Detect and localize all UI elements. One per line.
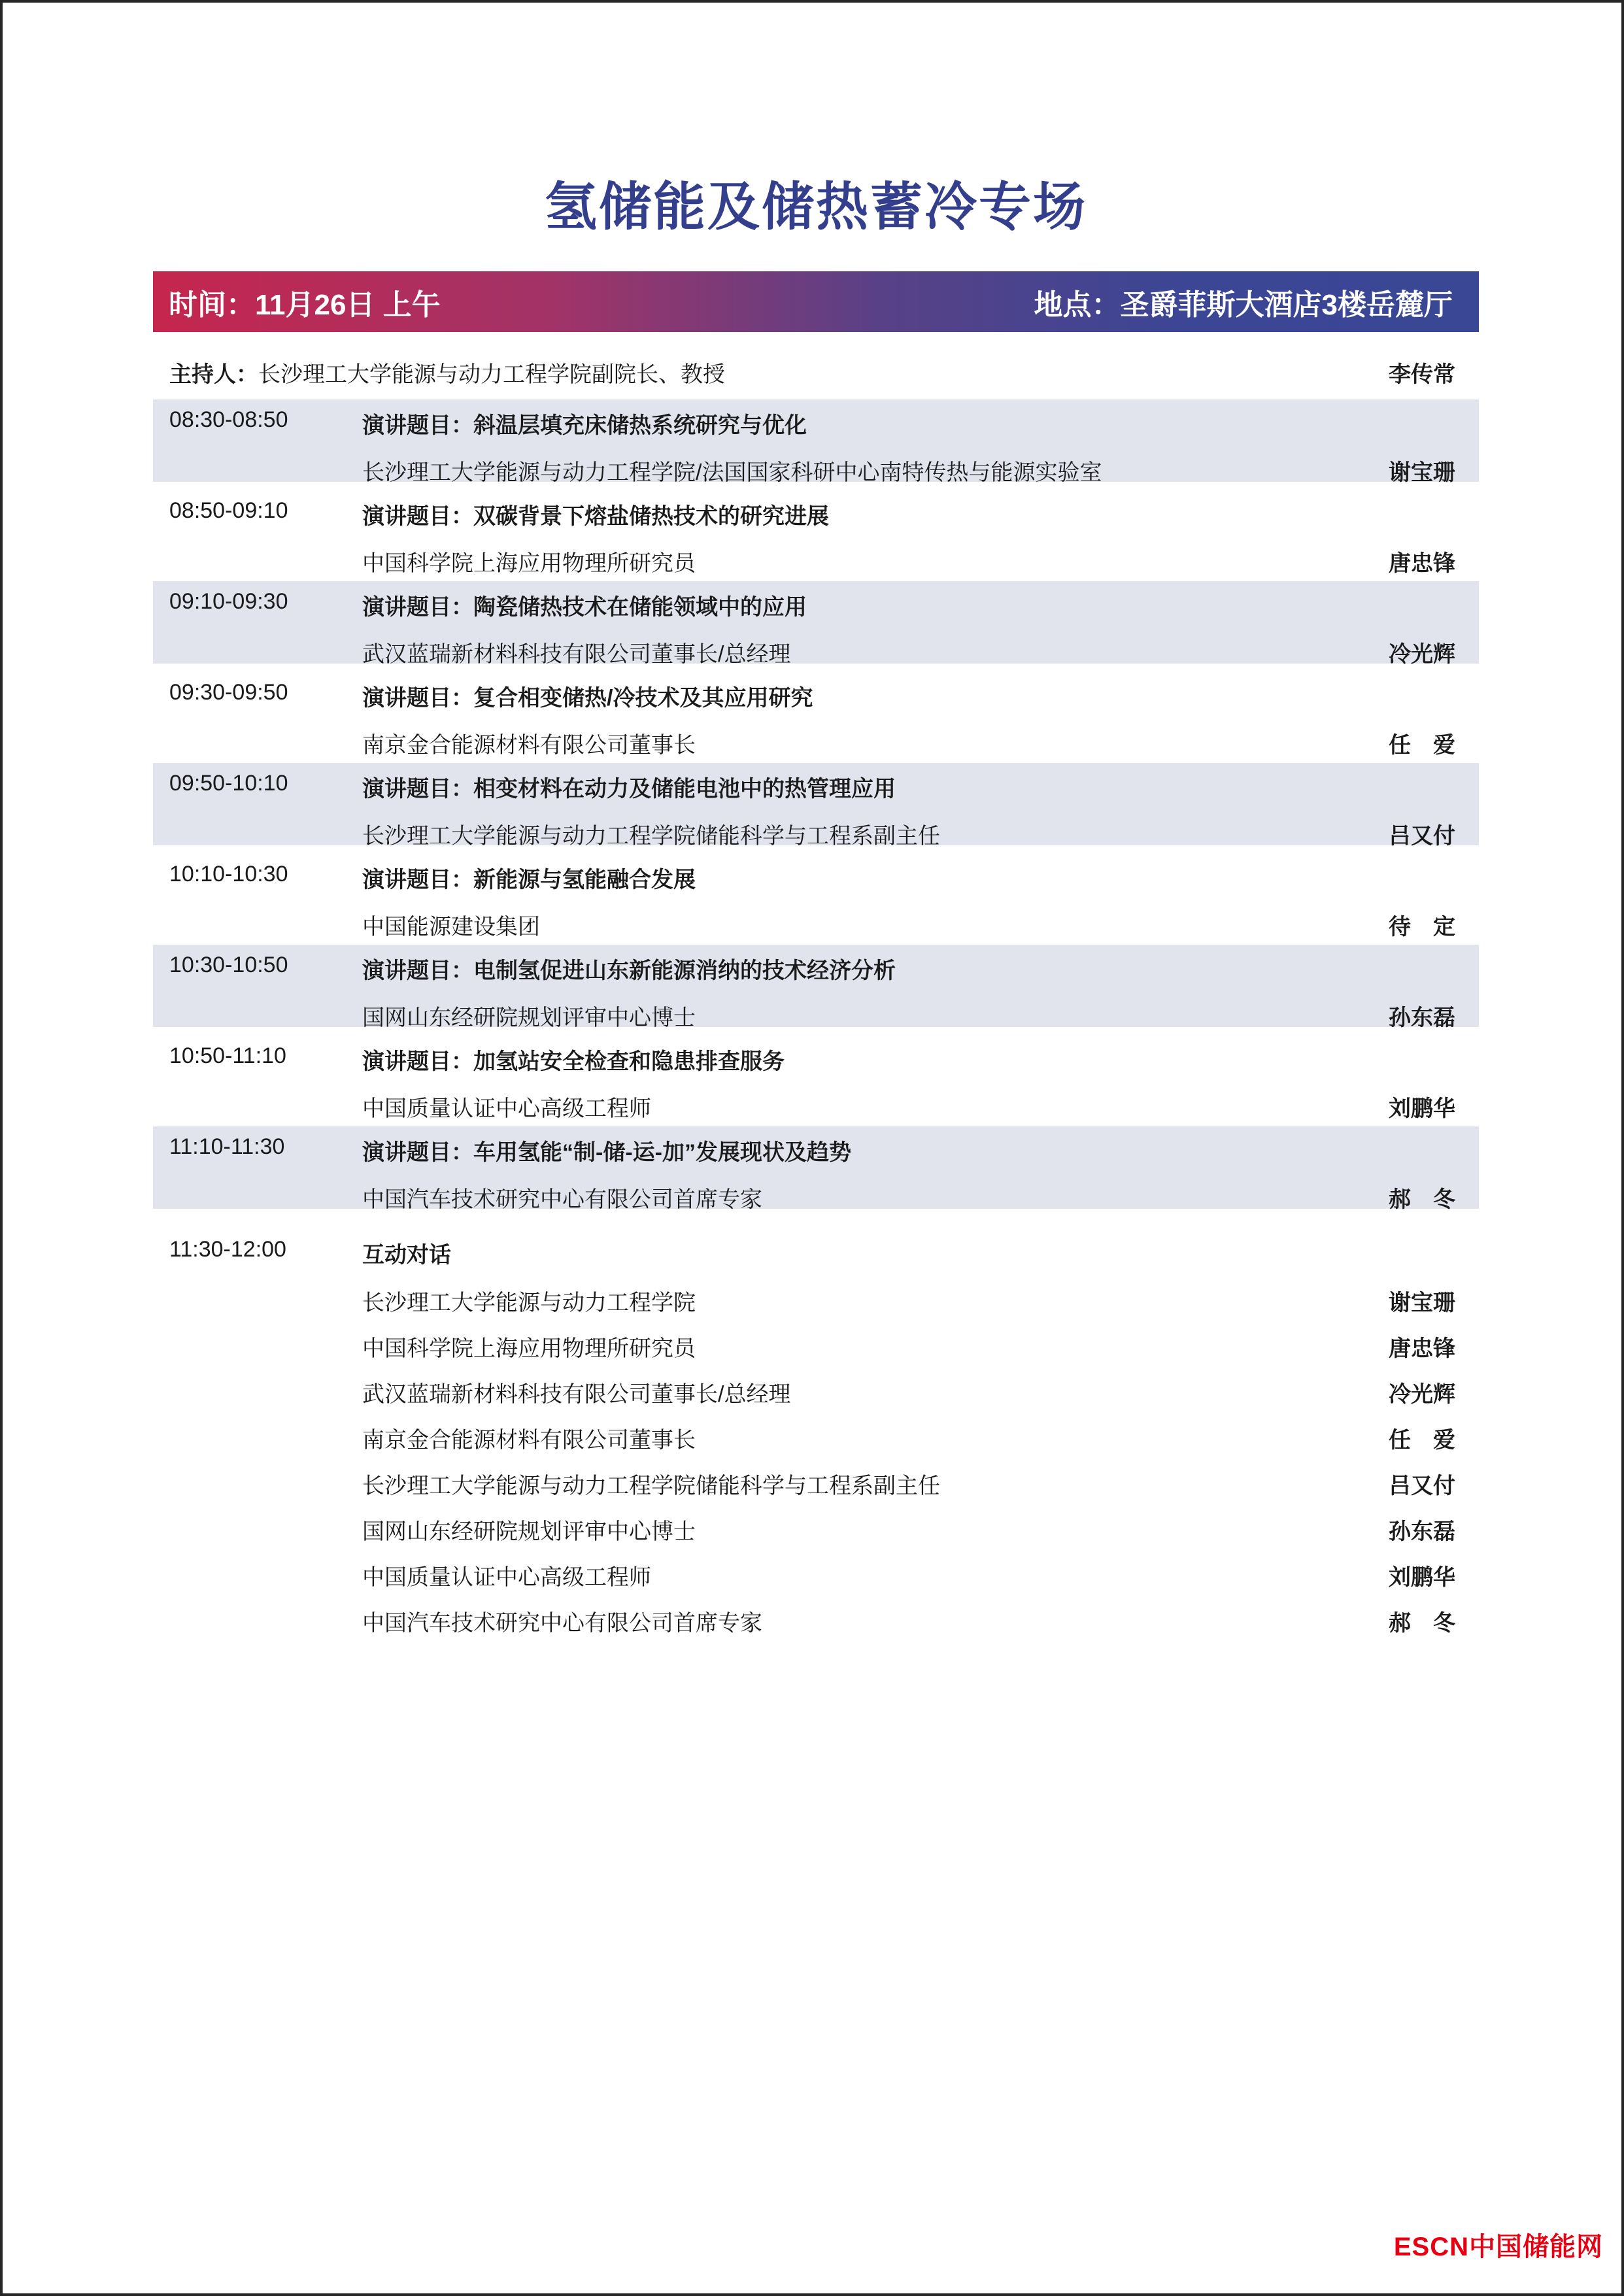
session-row bbox=[153, 1036, 1479, 1121]
moderator-prefix: 主持人： bbox=[169, 362, 258, 387]
session-affiliation-line bbox=[362, 636, 1455, 668]
topic-text: 双碳背景下熔盐储热技术的研究进展 bbox=[473, 504, 829, 529]
session-row bbox=[153, 854, 1479, 939]
session-speaker: 任 爱 bbox=[1389, 733, 1455, 758]
session-speaker: 冷光辉 bbox=[1389, 642, 1455, 667]
session-row bbox=[153, 1126, 1479, 1212]
session-time: 08:30-08:50 bbox=[169, 407, 288, 432]
session-speaker: 吕又付 bbox=[1389, 824, 1455, 849]
participant-affiliation: 长沙理工大学能源与动力工程学院储能科学与工程系副主任 bbox=[362, 1473, 940, 1498]
session-topic bbox=[362, 1043, 785, 1075]
topic-text: 相变材料在动力及储能电池中的热管理应用 bbox=[473, 777, 896, 802]
topic-prefix: 演讲题目： bbox=[362, 504, 473, 529]
moderator-row bbox=[153, 356, 1479, 388]
participant-row bbox=[153, 1415, 1479, 1460]
session-time: 09:50-10:10 bbox=[169, 771, 288, 796]
session-affiliation-line bbox=[362, 1090, 1455, 1123]
session-affiliation: 中国科学院上海应用物理所研究员 bbox=[362, 551, 696, 576]
session-speaker: 谢宝珊 bbox=[1389, 460, 1455, 485]
participant-name: 孙东磊 bbox=[1389, 1519, 1455, 1544]
session-time-label: 时间：11月26日 上午 bbox=[169, 288, 441, 321]
participant-row bbox=[153, 1460, 1479, 1506]
topic-prefix: 演讲题目： bbox=[362, 958, 473, 983]
participant-affiliation: 南京金合能源材料有限公司董事长 bbox=[362, 1427, 696, 1453]
participant-row bbox=[153, 1506, 1479, 1552]
session-affiliation-line bbox=[362, 1181, 1455, 1213]
participant-row bbox=[153, 1277, 1479, 1323]
moderator-description: 长沙理工大学能源与动力工程学院副院长、教授 bbox=[258, 362, 725, 387]
session-row bbox=[153, 490, 1479, 576]
topic-text: 新能源与氢能融合发展 bbox=[473, 868, 696, 892]
participant-affiliation: 中国科学院上海应用物理所研究员 bbox=[362, 1336, 696, 1361]
participant-name: 冷光辉 bbox=[1389, 1381, 1455, 1407]
session-affiliation-line bbox=[362, 454, 1455, 486]
session-time: 10:30-10:50 bbox=[169, 953, 288, 977]
participant-row bbox=[153, 1323, 1479, 1369]
session-affiliation-line bbox=[362, 909, 1455, 941]
participant-row bbox=[153, 1598, 1479, 1644]
dialogue-label: 互动对话 bbox=[362, 1243, 451, 1268]
session-topic bbox=[362, 862, 696, 894]
dialogue-participant-list bbox=[153, 1277, 1479, 1644]
session-topic bbox=[362, 953, 896, 985]
topic-text: 电制氢促进山东新能源消纳的技术经济分析 bbox=[473, 958, 896, 983]
session-affiliation: 南京金合能源材料有限公司董事长 bbox=[362, 733, 696, 758]
topic-text: 车用氢能“制-储-运-加”发展现状及趋势 bbox=[473, 1140, 851, 1165]
participant-affiliation: 国网山东经研院规划评审中心博士 bbox=[362, 1519, 696, 1544]
session-location-label: 地点：圣爵菲斯大酒店3楼岳麓厅 bbox=[1034, 288, 1453, 321]
session-topic bbox=[362, 407, 807, 439]
session-row bbox=[153, 672, 1479, 758]
participant-name: 郝 冬 bbox=[1389, 1610, 1455, 1636]
topic-prefix: 演讲题目： bbox=[362, 1049, 473, 1074]
session-speaker: 孙东磊 bbox=[1389, 1005, 1455, 1030]
session-affiliation-line bbox=[362, 1000, 1455, 1032]
participant-name: 任 爱 bbox=[1389, 1427, 1455, 1453]
session-affiliation: 中国质量认证中心高级工程师 bbox=[362, 1096, 651, 1121]
participant-name: 谢宝珊 bbox=[1389, 1290, 1455, 1315]
session-row bbox=[153, 763, 1479, 849]
participant-name: 唐忠锋 bbox=[1389, 1336, 1455, 1361]
escn-logo: ESCN中国储能网 bbox=[1393, 2233, 1603, 2261]
session-topic bbox=[362, 771, 896, 803]
topic-prefix: 演讲题目： bbox=[362, 868, 473, 892]
session-affiliation: 中国能源建设集团 bbox=[362, 915, 540, 939]
session-speaker: 刘鹏华 bbox=[1389, 1096, 1455, 1121]
topic-prefix: 演讲题目： bbox=[362, 595, 473, 620]
topic-prefix: 演讲题目： bbox=[362, 777, 473, 802]
session-row bbox=[153, 399, 1479, 485]
session-list bbox=[153, 399, 1479, 1217]
session-topic bbox=[362, 1134, 851, 1166]
session-speaker: 郝 冬 bbox=[1389, 1187, 1455, 1212]
participant-affiliation: 武汉蓝瑞新材料科技有限公司董事长/总经理 bbox=[362, 1381, 791, 1407]
session-affiliation-line bbox=[362, 727, 1455, 759]
topic-text: 加氢站安全检查和隐患排查服务 bbox=[473, 1049, 785, 1074]
participant-row bbox=[153, 1369, 1479, 1415]
topic-prefix: 演讲题目： bbox=[362, 1140, 473, 1165]
session-affiliation: 武汉蓝瑞新材料科技有限公司董事长/总经理 bbox=[362, 642, 791, 667]
participant-affiliation: 长沙理工大学能源与动力工程学院 bbox=[362, 1290, 696, 1315]
session-row bbox=[153, 581, 1479, 667]
topic-prefix: 演讲题目： bbox=[362, 686, 473, 711]
session-time: 08:50-09:10 bbox=[169, 498, 288, 523]
session-speaker: 唐忠锋 bbox=[1389, 551, 1455, 576]
session-time: 09:10-09:30 bbox=[169, 589, 288, 614]
dialogue-time: 11:30-12:00 bbox=[169, 1237, 286, 1262]
topic-text: 复合相变储热/冷技术及其应用研究 bbox=[473, 686, 813, 711]
session-header-bar bbox=[153, 271, 1479, 332]
page-title: 氢储能及储热蓄冷专场 bbox=[545, 178, 1087, 236]
session-time: 10:50-11:10 bbox=[169, 1043, 286, 1068]
session-affiliation: 长沙理工大学能源与动力工程学院储能科学与工程系副主任 bbox=[362, 824, 940, 849]
session-affiliation: 长沙理工大学能源与动力工程学院/法国国家科研中心南特传热与能源实验室 bbox=[362, 460, 1102, 485]
session-time: 11:10-11:30 bbox=[169, 1134, 285, 1159]
participant-row bbox=[153, 1552, 1479, 1598]
session-affiliation-line bbox=[362, 545, 1455, 577]
session-affiliation: 国网山东经研院规划评审中心博士 bbox=[362, 1005, 696, 1030]
session-time: 10:10-10:30 bbox=[169, 862, 288, 886]
session-speaker: 待 定 bbox=[1389, 915, 1455, 939]
session-time: 09:30-09:50 bbox=[169, 680, 288, 705]
session-topic bbox=[362, 498, 829, 530]
session-affiliation: 中国汽车技术研究中心有限公司首席专家 bbox=[362, 1187, 762, 1212]
participant-affiliation: 中国质量认证中心高级工程师 bbox=[362, 1564, 651, 1590]
session-row bbox=[153, 945, 1479, 1030]
topic-text: 斜温层填充床储热系统研究与优化 bbox=[473, 413, 807, 438]
session-affiliation-line bbox=[362, 818, 1455, 850]
participant-name: 刘鹏华 bbox=[1389, 1564, 1455, 1590]
session-topic bbox=[362, 680, 813, 712]
participant-affiliation: 中国汽车技术研究中心有限公司首席专家 bbox=[362, 1610, 762, 1636]
topic-text: 陶瓷储热技术在储能领域中的应用 bbox=[473, 595, 807, 620]
participant-name: 吕又付 bbox=[1389, 1473, 1455, 1498]
topic-prefix: 演讲题目： bbox=[362, 413, 473, 438]
dialogue-row bbox=[153, 1237, 1479, 1267]
session-topic bbox=[362, 589, 807, 621]
moderator-name: 李传常 bbox=[1389, 362, 1455, 387]
